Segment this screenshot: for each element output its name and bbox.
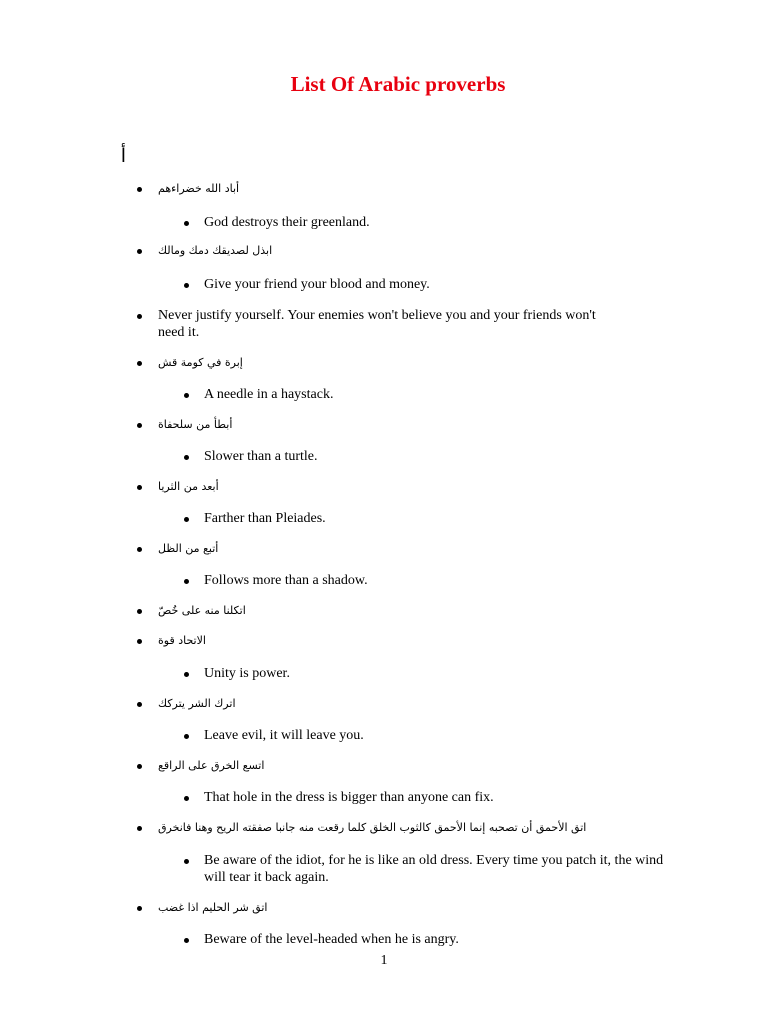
proverb-item (158, 307, 618, 341)
bullet-icon (137, 609, 142, 614)
bullet-icon (184, 393, 189, 398)
proverb-english-text: Be aware of the idiot, for he is like an old dress. Every time you patch it, the wind will tear it back again. (204, 853, 664, 885)
proverb-english-text: Leave evil, it will leave you. (204, 728, 364, 743)
bullet-icon (137, 702, 142, 707)
proverb-item (158, 242, 272, 259)
proverb-arabic-text: أتبع من الظل (158, 542, 219, 555)
proverb-item (158, 899, 267, 916)
bullet-icon (184, 859, 189, 864)
proverb-arabic-text: الاتحاد قوة (158, 634, 206, 647)
translation-item (204, 789, 664, 806)
translation-item (204, 276, 664, 293)
proverb-item (158, 757, 264, 774)
bullet-icon (184, 938, 189, 943)
translation-item (204, 510, 664, 527)
proverb-english-text: Beware of the level-headed when he is angry. (204, 932, 459, 947)
bullet-icon (137, 249, 142, 254)
bullet-icon (184, 672, 189, 677)
proverb-english-text: That hole in the dress is bigger than anyone can fix. (204, 790, 494, 805)
bullet-icon (184, 579, 189, 584)
proverb-english-text: A needle in a haystack. (204, 387, 334, 402)
translation-item (204, 852, 664, 886)
proverb-item (158, 416, 232, 433)
translation-item (204, 214, 664, 231)
proverb-arabic-text: أبعد من الثريا (158, 480, 219, 493)
proverb-arabic-text: أباد الله خضراءهم (158, 182, 240, 195)
bullet-icon (137, 764, 142, 769)
translation-item (204, 727, 664, 744)
proverb-english-text: Slower than a turtle. (204, 449, 318, 464)
bullet-icon (137, 485, 142, 490)
bullet-icon (137, 639, 142, 644)
bullet-icon (137, 547, 142, 552)
bullet-icon (137, 187, 142, 192)
bullet-icon (184, 734, 189, 739)
bullet-icon (184, 455, 189, 460)
proverb-arabic-text: إبرة في كومة قش (158, 356, 243, 369)
proverb-item (158, 602, 246, 619)
proverb-english-text: Follows more than a shadow. (204, 573, 368, 588)
proverb-item (158, 540, 218, 557)
bullet-icon (137, 423, 142, 428)
bullet-icon (137, 906, 142, 911)
section-letter: أ (120, 145, 126, 167)
proverb-arabic-text: أبطأ من سلحفاة (158, 418, 233, 431)
proverb-english-text: Give your friend your blood and money. (204, 277, 430, 292)
proverb-english-text: Never justify yourself. Your enemies won't believe you and your friends won't need it. (158, 308, 596, 340)
bullet-icon (184, 517, 189, 522)
proverb-english-text: Farther than Pleiades. (204, 511, 326, 526)
translation-item (204, 448, 664, 465)
proverb-english-text: God destroys their greenland. (204, 215, 370, 230)
translation-item (204, 572, 664, 589)
proverb-arabic-text: ابذل لصديقك دمك ومالك (158, 244, 273, 257)
translation-item (204, 665, 664, 682)
bullet-icon (137, 826, 142, 831)
proverb-item (158, 180, 239, 197)
proverb-item (158, 478, 219, 495)
proverb-arabic-text: اتسع الخرق على الراقع (158, 759, 265, 772)
page-number: 1 (380, 953, 388, 968)
proverb-english-text: Unity is power. (204, 666, 290, 681)
bullet-icon (184, 283, 189, 288)
proverb-item (158, 695, 236, 712)
bullet-icon (184, 221, 189, 226)
proverb-item (158, 819, 586, 836)
bullet-icon (137, 314, 142, 319)
proverb-arabic-text: اتكلنا منه على خُصّ (158, 604, 246, 617)
bullet-icon (184, 796, 189, 801)
translation-item (204, 931, 664, 948)
proverb-arabic-text: اترك الشر يتركك (158, 697, 236, 710)
proverb-arabic-text: اتق الأحمق أن تصحبه إنما الأحمق كالثوب الخلق كلما رقعت منه جانبا صفقته الريح وهنا فانخرق (158, 821, 587, 834)
proverb-arabic-text: اتق شر الحليم اذا غضب (158, 901, 268, 914)
proverb-item (158, 354, 243, 371)
document-title: List Of Arabic proverbs (290, 72, 506, 96)
proverb-item (158, 632, 206, 649)
bullet-icon (137, 361, 142, 366)
translation-item (204, 386, 664, 403)
